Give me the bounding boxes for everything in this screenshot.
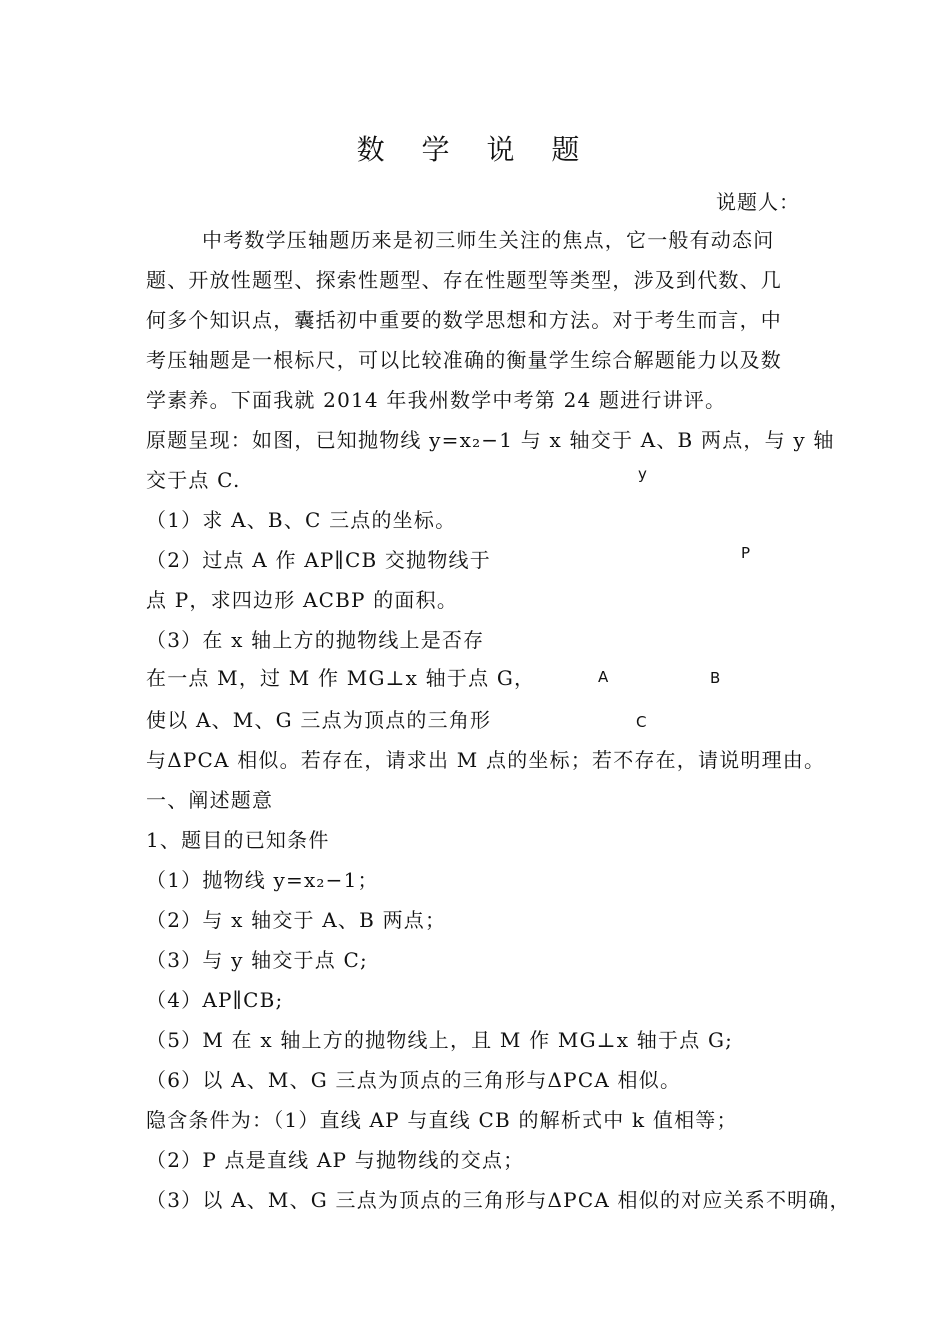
intro-line: 学素养。下面我就 2014 年我州数学中考第 24 题进行讲评。 bbox=[146, 388, 727, 412]
condition-item: （5）M 在 x 轴上方的抛物线上，且 M 作 MG⊥x 轴于点 G; bbox=[146, 1028, 734, 1052]
question-3: 在一点 M，过 M 作 MG⊥x 轴于点 G， bbox=[146, 666, 536, 690]
question-2: 点 P，求四边形 ACBP 的面积。 bbox=[146, 588, 459, 612]
page-title: 数 学 说 题 bbox=[356, 133, 594, 166]
question-3: 使以 A、M、G 三点为顶点的三角形 bbox=[146, 708, 492, 732]
condition-item: （6）以 A、M、G 三点为顶点的三角形与ΔPCA 相似。 bbox=[146, 1068, 682, 1092]
figure-label-y: y bbox=[638, 465, 647, 483]
figure-label-c: C bbox=[636, 713, 647, 731]
problem-statement: 交于点 C. bbox=[146, 468, 241, 492]
question-3: （3）在 x 轴上方的抛物线上是否存 bbox=[146, 628, 485, 652]
question-3: 与ΔPCA 相似。若存在，请求出 M 点的坐标；若不存在，请说明理由。 bbox=[146, 748, 826, 772]
section-heading: 一、阐述题意 bbox=[146, 788, 274, 812]
question-2: （2）过点 A 作 AP∥CB 交抛物线于 bbox=[146, 548, 491, 572]
intro-line: 题、开放性题型、探索性题型、存在性题型等类型，涉及到代数、几 bbox=[146, 268, 782, 292]
hidden-conditions-intro: 隐含条件为：（1）直线 AP 与直线 CB 的解析式中 k 值相等； bbox=[146, 1108, 738, 1132]
condition-item: （1）抛物线 y=x₂−1； bbox=[146, 868, 379, 892]
problem-statement: 原题呈现：如图，已知抛物线 y=x₂−1 与 x 轴交于 A、B 两点，与 y 轴 bbox=[146, 428, 835, 452]
intro-line: 何多个知识点，囊括初中重要的数学思想和方法。对于考生而言，中 bbox=[146, 308, 782, 332]
question-1: （1）求 A、B、C 三点的坐标。 bbox=[146, 508, 457, 532]
intro-line: 考压轴题是一根标尺，可以比较准确的衡量学生综合解题能力以及数 bbox=[146, 348, 782, 372]
intro-line: 中考数学压轴题历来是初三师生关注的焦点，它一般有动态问 bbox=[202, 228, 775, 252]
figure-label-b: B bbox=[710, 669, 721, 687]
hidden-condition-item: （3）以 A、M、G 三点为顶点的三角形与ΔPCA 相似的对应关系不明确， bbox=[146, 1188, 851, 1212]
hidden-condition-item: （2）P 点是直线 AP 与抛物线的交点； bbox=[146, 1148, 525, 1172]
subsection-heading: 1、题目的已知条件 bbox=[146, 828, 330, 852]
condition-item: （4）AP∥CB; bbox=[146, 988, 284, 1012]
figure-label-p: P bbox=[741, 544, 751, 562]
speaker-label: 说题人： bbox=[716, 190, 800, 214]
figure-label-a: A bbox=[598, 668, 609, 686]
condition-item: （2）与 x 轴交于 A、B 两点； bbox=[146, 908, 447, 932]
condition-item: （3）与 y 轴交于点 C; bbox=[146, 948, 368, 972]
